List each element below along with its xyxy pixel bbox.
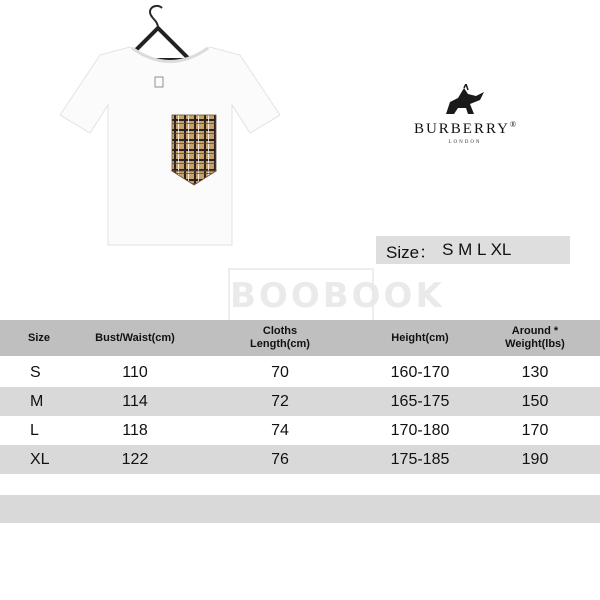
registered-mark: ® (509, 120, 517, 129)
size-cell: L (30, 422, 39, 439)
burberry-logo (395, 84, 535, 154)
height-cell: 175-185 (390, 451, 450, 468)
bust-cell: 122 (121, 451, 149, 468)
size-banner (376, 236, 570, 264)
brand-city: LONDON (448, 140, 482, 145)
bust-cell: 110 (122, 364, 148, 381)
header-weight: Around * Weight(lbs) (505, 325, 565, 350)
length-cell: 72 (271, 393, 289, 410)
weight-cell: 170 (521, 422, 549, 439)
footer-band (0, 495, 600, 523)
length-cell: 70 (271, 364, 289, 381)
weight-cell: 130 (521, 364, 549, 381)
equestrian-knight-icon (440, 84, 490, 118)
size-cell: M (30, 393, 44, 410)
table-row (0, 445, 600, 474)
size-banner-values: S M L XL (442, 240, 512, 259)
table-body (0, 358, 600, 474)
header-bust-waist: Bust/Waist(cm) (95, 331, 175, 344)
watermark: BOOBOOK (228, 268, 374, 324)
header-height: Height(cm) (391, 331, 449, 344)
header-size: Size (28, 331, 51, 344)
height-cell: 165-175 (390, 393, 450, 410)
length-cell: 74 (271, 422, 289, 439)
size-banner-label: Size： (386, 242, 437, 262)
table-row (0, 387, 600, 416)
weight-cell: 190 (521, 451, 549, 468)
height-cell: 160-170 (390, 364, 450, 381)
brand-name: BURBERRY (413, 121, 510, 137)
size-cell: S (30, 364, 41, 381)
table-row (0, 416, 600, 445)
length-cell: 76 (271, 451, 289, 468)
bust-cell: 118 (122, 422, 148, 439)
weight-cell: 150 (521, 393, 549, 410)
size-chart-table (0, 320, 600, 474)
height-cell: 170-180 (390, 422, 450, 439)
table-row (0, 358, 600, 387)
bust-cell: 114 (122, 393, 148, 410)
size-cell: XL (30, 451, 50, 468)
header-cloths-length: Cloths Length(cm) (250, 325, 310, 350)
table-header-row (0, 320, 600, 356)
t-shirt-image (60, 35, 280, 250)
